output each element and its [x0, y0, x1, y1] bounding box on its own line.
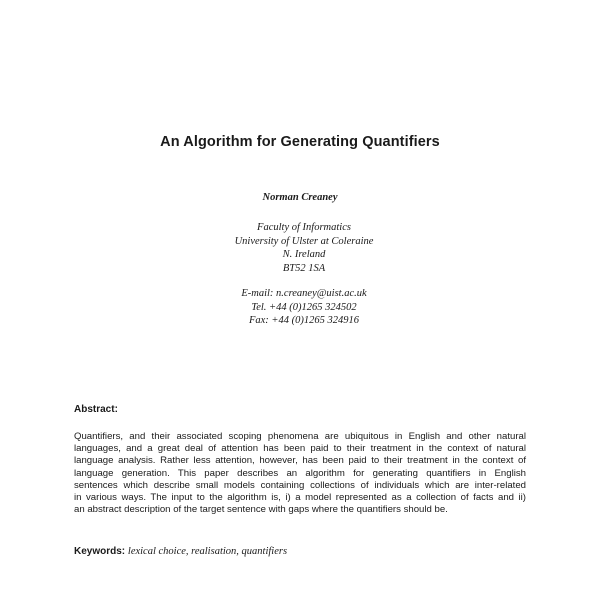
abstract-line: an abstract description of the target sentence with gaps where the quantifiers should be.	[74, 504, 448, 516]
abstract-line: language generation. This paper describes an algorithm for generating quantifiers in English	[74, 467, 526, 479]
abstract-body	[74, 431, 526, 516]
abstract-line: sentences which describe small models containing collections of individuals which are inter-related	[74, 479, 526, 491]
keywords	[74, 546, 287, 557]
abstract-heading: Abstract:	[74, 404, 118, 415]
contact-tel: Tel. +44 (0)1265 324502	[251, 301, 357, 313]
abstract-line: in various ways. The input to the algorithm is, i) a model represented as a collection of facts and ii)	[74, 492, 526, 504]
abstract-line: Quantifiers, and their associated scoping phenomena are ubiquitous in English and other natural	[74, 431, 526, 442]
contact-block	[0, 287, 600, 328]
author-name: Norman Creaney	[262, 192, 338, 203]
keywords-values: lexical choice, realisation, quantifiers	[127, 546, 288, 557]
keywords-label: Keywords:	[74, 546, 126, 557]
abstract-line: languages, and a great deal of attention has been paid to their treatment in the context of natural	[74, 443, 526, 455]
affiliation-block	[0, 221, 600, 275]
affiliation-line: N. Ireland	[282, 249, 326, 260]
affiliation-line: Faculty of Informatics	[257, 222, 351, 233]
affiliation-line: BT52 1SA	[282, 262, 326, 274]
paper-title: An Algorithm for Generating Quantifiers	[160, 134, 440, 150]
abstract-line: language analysis. Rather less attention, however, has been paid to their treatment in the context of	[74, 455, 526, 467]
affiliation-line: University of Ulster at Coleraine	[234, 235, 374, 247]
contact-fax: Fax: +44 (0)1265 324916	[248, 315, 360, 326]
contact-email: E-mail: n.creaney@uist.ac.uk	[241, 288, 367, 299]
